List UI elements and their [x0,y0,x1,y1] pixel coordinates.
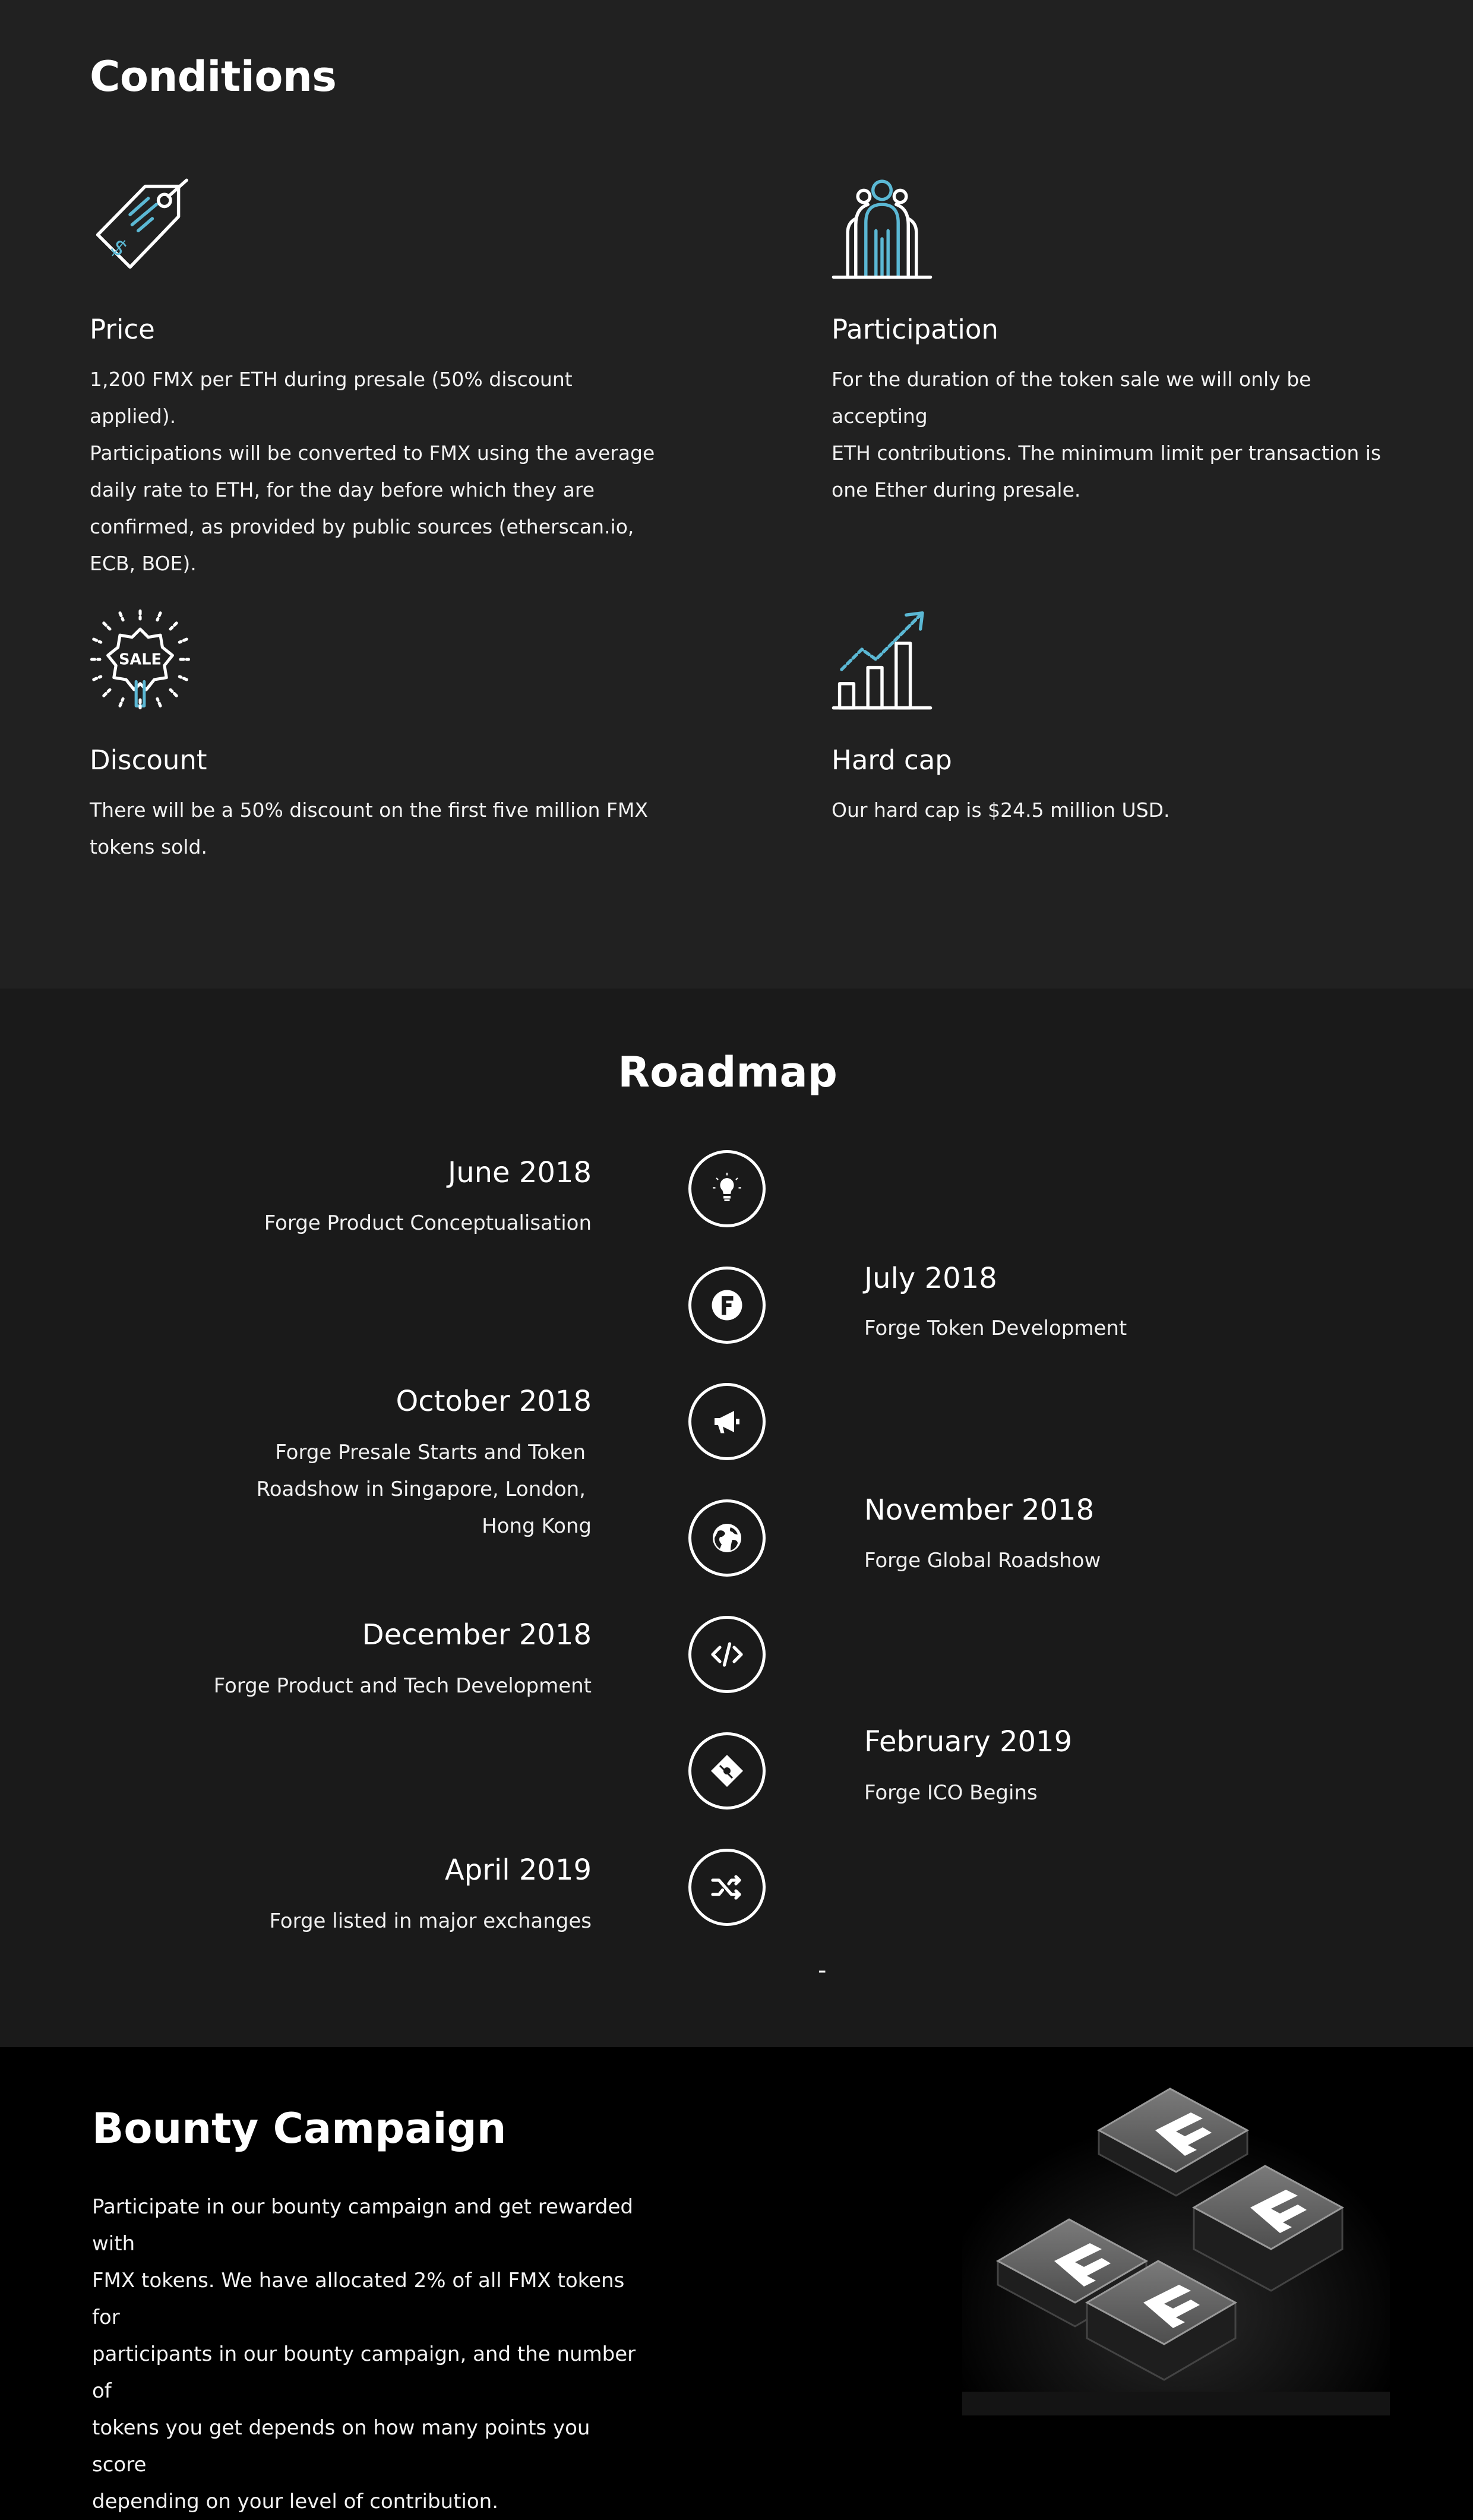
text-line: confirmed, as provided by public sources (etherscan.io, [90,515,634,538]
forge-logo-icon [688,1267,766,1344]
text-line: Forge Token Development [864,1316,1127,1340]
bounty-title: Bounty Campaign [92,2104,507,2153]
text-line: Our hard cap is $24.5 million USD. [832,798,1170,822]
text-line: Forge Product Conceptualisation [264,1211,592,1235]
milestone-description [864,1774,1038,1811]
growth-chart-icon [832,609,933,710]
condition-title: Participation [832,314,998,345]
shuffle-icon [688,1849,766,1926]
text-line: Participations will be converted to FMX using the average [90,441,655,465]
condition-discount [90,609,654,858]
code-icon [688,1616,766,1693]
text-line: FMX tokens. We have allocated 2% of all FMX tokens for [92,2269,625,2329]
milestone-date: April 2019 [444,1853,592,1887]
roadmap-end-mark: - [818,1957,827,1984]
condition-text [90,792,660,866]
milestone-description [264,1205,592,1242]
condition-text [90,361,660,582]
text-line: For the duration of the token sale we will only be accepting [832,368,1311,428]
text-line: ETH contributions. The minimum limit per transaction is [832,441,1382,465]
bounty-section [0,2047,1473,2513]
condition-participation [832,178,1396,501]
price-tag-icon [90,178,191,279]
person-icon [832,178,933,279]
condition-title: Price [90,314,155,345]
milestone-description [864,1310,1127,1347]
text-line: Forge Global Roadshow [864,1549,1101,1572]
milestone-date: February 2019 [864,1725,1073,1758]
condition-title: Discount [90,744,207,776]
condition-title: Hard cap [832,744,952,776]
text-line: Hong Kong [482,1514,592,1538]
milestone-date: December 2018 [362,1618,592,1651]
sale-badge-icon [90,609,191,710]
condition-price [90,178,655,575]
milestone-description [257,1434,592,1545]
text-line: one Ether during presale. [832,478,1081,501]
condition-hard-cap [832,609,1396,822]
text-line: Forge ICO Begins [864,1781,1038,1805]
svg-text:$: $ [105,233,134,263]
text-line: participants in our bounty campaign, and the number of [92,2342,636,2403]
condition-text [832,792,1402,829]
conditions-title: Conditions [90,52,337,101]
globe-icon [688,1499,766,1577]
megaphone-icon [688,1383,766,1460]
text-line: Forge Presale Starts and Token [275,1441,586,1464]
text-line: Forge Product and Tech Development [213,1674,592,1698]
conditions-section [0,0,1473,989]
svg-text:SALE: SALE [119,650,162,669]
milestone-date: July 2018 [864,1262,997,1295]
milestone-date: October 2018 [396,1385,592,1418]
milestone-date: June 2018 [448,1156,592,1189]
text-line: Participate in our bounty campaign and get rewarded with [92,2195,633,2256]
lightbulb-icon [688,1150,766,1227]
text-line: daily rate to ETH, for the day before which they are [90,478,595,501]
roadmap-title: Roadmap [618,1048,837,1097]
milestone-date: November 2018 [864,1493,1095,1527]
bounty-description [92,2189,650,2520]
text-line: 1,200 FMX per ETH during presale (50% discount applied). [90,368,573,428]
text-line: Roadshow in Singapore, London, [256,1477,586,1501]
condition-text [832,361,1402,509]
text-line: tokens sold. [90,835,207,858]
text-line: tokens you get depends on how many points you score [92,2416,590,2477]
ticket-icon [688,1732,766,1810]
text-line: depending on your level of contribution. [92,2490,499,2513]
roadmap-section [0,989,1473,2047]
milestone-description [214,1668,592,1704]
milestone-description [269,1903,592,1940]
forge-token-stack-illustration [962,2071,1390,2415]
text-line: ECB, BOE). [90,552,197,575]
text-line: There will be a 50% discount on the first five million FMX [90,798,648,822]
milestone-description [864,1542,1101,1579]
text-line: Forge listed in major exchanges [269,1909,592,1933]
